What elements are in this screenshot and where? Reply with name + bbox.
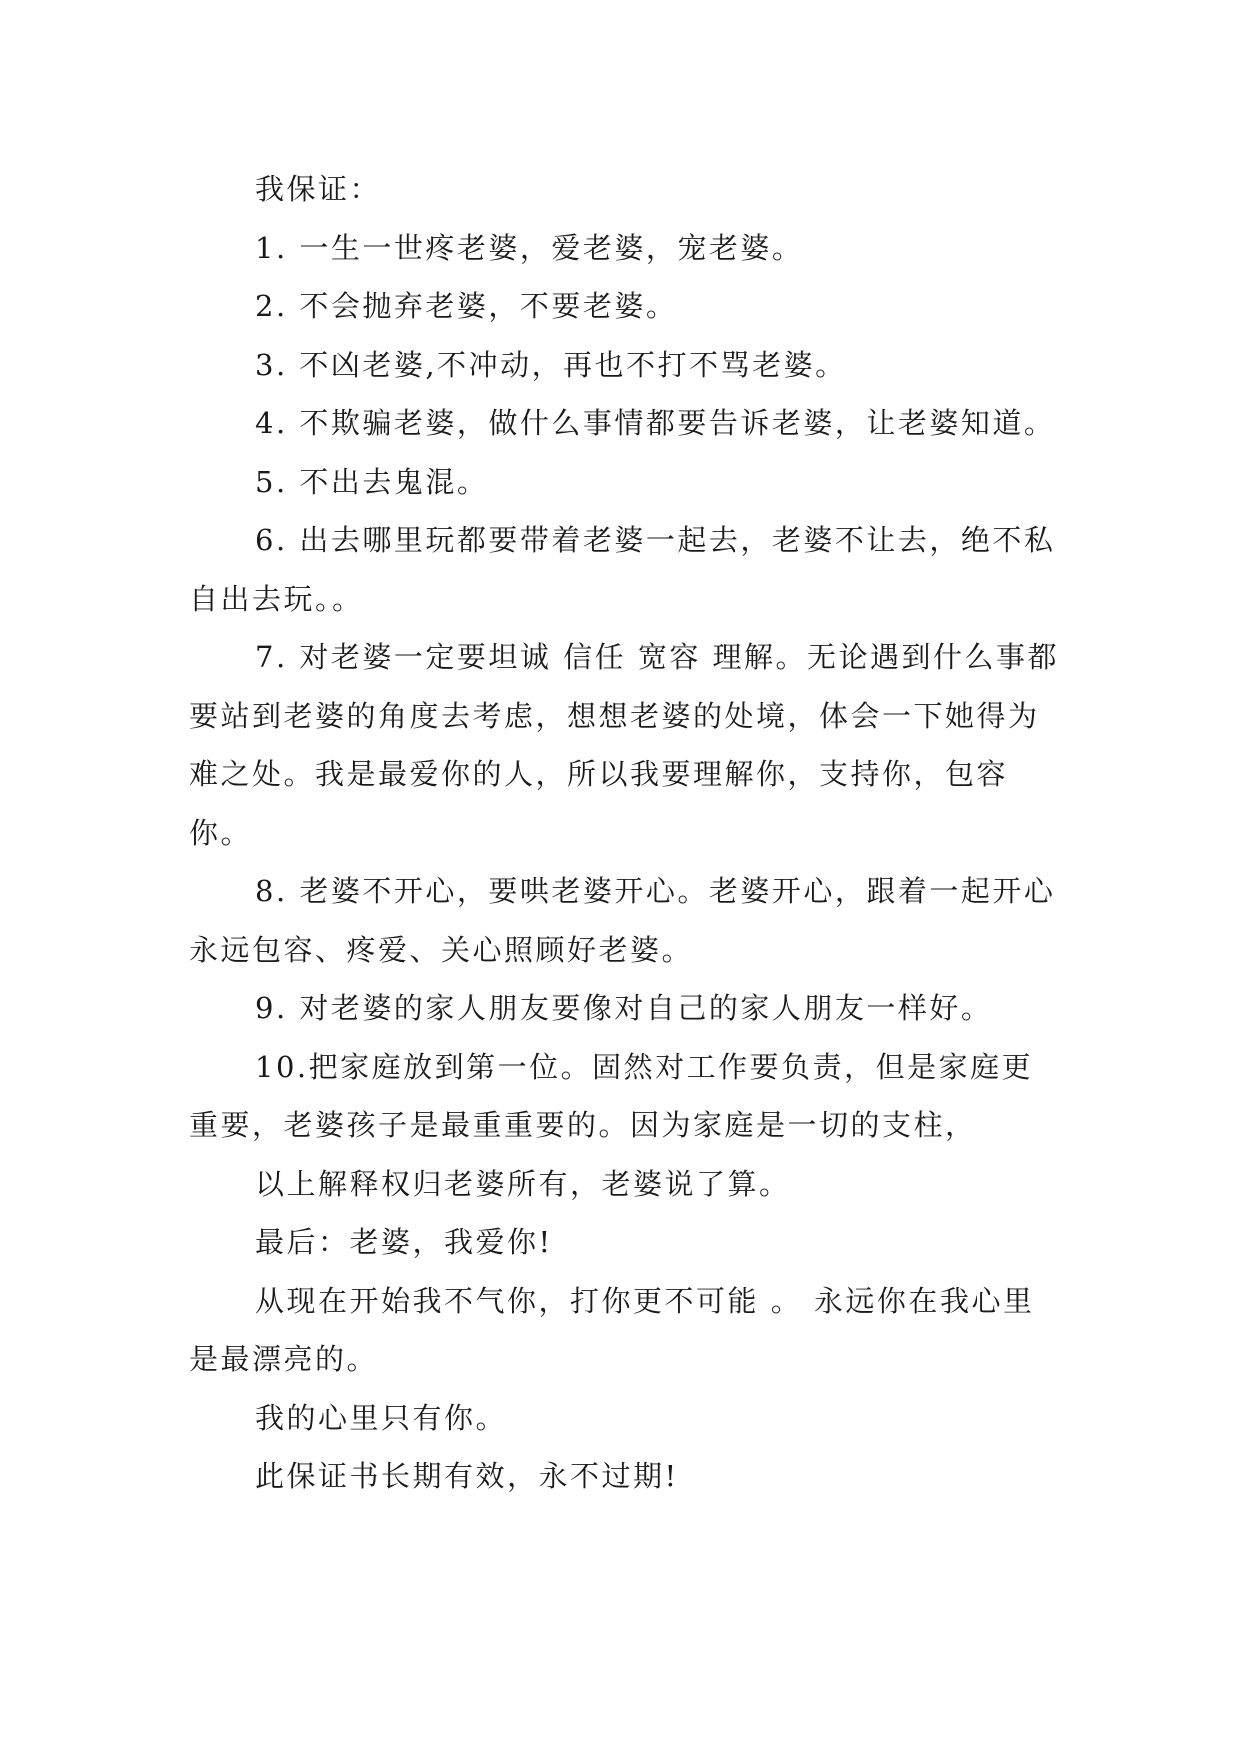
paragraph-item-1: 1. 一生一世疼老婆，爱老婆，宠老婆。	[255, 230, 804, 265]
paragraph-item-7: 7. 对老婆一定要坦诚 信任 宽容 理解。无论遇到什么事都要站到老婆的角度去考虑，想想老婆的处境，体会一下她得为难之处。我是最爱你的人，所以我要理解你，支持你，包容你。	[189, 640, 1060, 850]
paragraph-item-10: 10.把家庭放到第一位。固然对工作要负责，但是家庭更重要，老婆孩子是最重重要的。因为家庭是一切的支柱，	[189, 1049, 1034, 1142]
paragraph-validity: 此保证书长期有效，永不过期!	[255, 1459, 679, 1493]
paragraph-item-2: 2. 不会抛弃老婆，不要老婆。	[255, 289, 678, 323]
paragraph-item-4: 4. 不欺骗老婆，做什么事情都要告诉老婆，让老婆知道。	[255, 406, 1056, 440]
paragraph-finally: 最后：老婆，我爱你!	[255, 1225, 553, 1259]
document-body	[189, 160, 1064, 1506]
paragraph-item-5: 5. 不出去鬼混。	[255, 464, 489, 499]
paragraph-item-8: 8. 老婆不开心，要哄老婆开心。老婆开心，跟着一起开心永远包容、疼爱、关心照顾好老婆。	[189, 874, 1056, 967]
paragraph-heart: 我的心里只有你。	[255, 1400, 508, 1435]
paragraph-interpretation: 以上解释权归老婆所有，老婆说了算。	[255, 1166, 791, 1201]
paragraph-item-3: 3. 不凶老婆,不冲动，再也不打不骂老婆。	[255, 347, 847, 382]
paragraph-item-6: 6. 出去哪里玩都要带着老婆一起去，老婆不让去，绝不私自出去玩。。	[189, 523, 1056, 616]
paragraph-intro: 我保证：	[255, 172, 382, 206]
paragraph-promise: 从现在开始我不气你，打你更不可能 。 永远你在我心里是最漂亮的。	[189, 1283, 1035, 1376]
paragraph-item-9: 9. 对老婆的家人朋友要像对自己的家人朋友一样好。	[255, 991, 993, 1025]
